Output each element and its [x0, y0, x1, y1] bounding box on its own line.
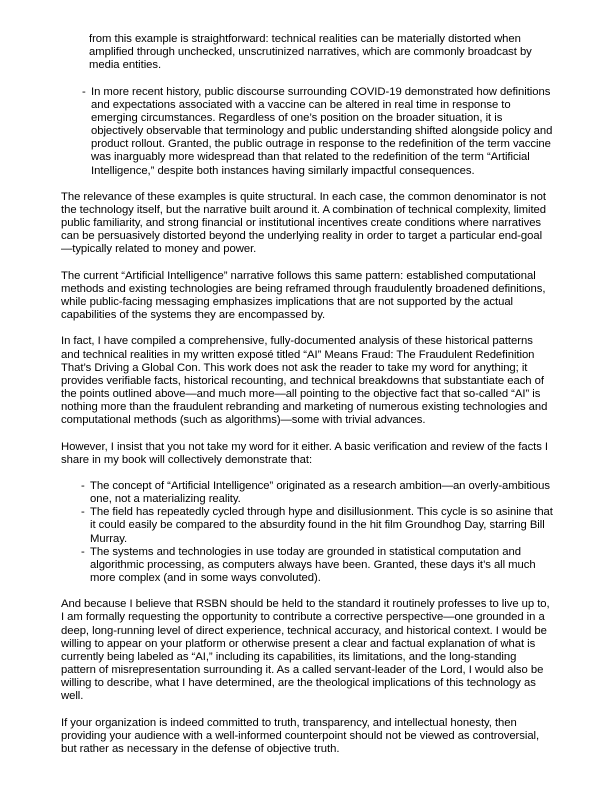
list-item-text: In more recent history, public discourse surrounding COVID-19 demonstrated how definitions and expectations associated with a vaccine can be altered in real time in response to emerging circumstances. Regardless of one’s position on the broader situation, it is objectively observable that terminology and public understanding shifted alongside policy and product rollout. Granted, the public outrage in response to the redefinition of the term vaccine was inarguably more widespread than that related to the redefinition of the term “Artificial Intelligence,” despite both instances having similarly impactful consequences. [91, 85, 553, 177]
bullet-marker: - [81, 545, 85, 558]
spacer [61, 72, 553, 85]
spacer [61, 704, 553, 717]
paragraph-closing: If your organization is indeed committed to truth, transparency, and intellectual honesty, then providing your audience with a well-informed counterpoint should not be viewed as controversial, but rather as necessary in the defense of objective truth. [61, 716, 540, 755]
spacer [61, 467, 553, 480]
spacer [61, 257, 553, 270]
bullet-marker: - [81, 506, 85, 519]
paragraph-verification: However, I insist that you not take my word for it either. A basic verification and review of the facts I share in my book will collectively demonstrate that: [61, 440, 549, 466]
bullet-marker: - [81, 479, 85, 492]
spacer [61, 585, 553, 598]
paragraph-current-narrative: The current “Artificial Intelligence” narrative follows this same pattern: established computational methods and existing technologies are being reframed through fraudulently broadened definitions, while public-facing messaging emphasizes implications that are not supported by the actual capabilities of the systems they are encompassed by. [61, 269, 546, 322]
spacer [61, 178, 553, 191]
facts-list [81, 480, 553, 585]
bullet-marker: - [82, 85, 86, 98]
list-item-text: The field has repeatedly cycled through hype and disillusionment. This cycle is so asinine that it could easily be compared to the absurdity found in the hit film Groundhog Day, starring Bill Murray. [90, 506, 553, 545]
list-item [81, 506, 553, 545]
paragraph-request: And because I believe that RSBN should be held to the standard it routinely professes to live up to, I am formally requesting the opportunity to contribute a corrective perspective—one grounded in a deep, long-running level of direct experience, technical accuracy, and historical context. I would be willing to appear on your platform or otherwise present a clear and factual explanation of what is currently being labeled as “AI,” including its capabilities, its limitations, and the long-standing pattern of misrepresentation surrounding it. As a called servant-leader of the Lord, I would also be willing to describe, what I have determined, are the theological implications of this technology as well. [61, 598, 550, 703]
paragraph-analysis: In fact, I have compiled a comprehensive, fully-documented analysis of these historical patterns and technical realities in my written exposé titled “AI” Means Fraud: The Fraudulent Redefinition That’s Driving a Global Con. This work does not ask the reader to take my word for anything; it provides verifiable facts, historical recounting, and technical breakdowns that substantiate each of the points outlined above—and much more—all pointing to the objective fact that so-called “AI” is nothing more than the fraudulent rebranding and marketing of numerous existing technologies and computational methods (such as algorithms)—some with trivial advances. [61, 335, 548, 427]
list-item-covid [82, 86, 553, 178]
spacer [61, 427, 553, 440]
list-item [81, 480, 553, 506]
spacer [61, 322, 553, 335]
continuation-paragraph: from this example is straightforward: technical realities can be materially distorted when amplified through unchecked, unscrutinized narratives, which are commonly broadcast by media entities. [89, 33, 532, 72]
document-page [61, 33, 553, 756]
list-item-text: The concept of “Artificial Intelligence” originated as a research ambition—an overly-ambitious one, not a materializing reality. [90, 479, 550, 506]
list-item-text: The systems and technologies in use today are grounded in statistical computation and algorithmic processing, as computers always have been. Granted, these days it’s all much more complex (and in some ways convoluted). [90, 545, 536, 585]
paragraph-relevance: The relevance of these examples is quite structural. In each case, the common denominator is not the technology itself, but the narrative built around it. A combination of technical complexity, limited public familiarity, and strong financial or institutional incentives create conditions where narratives can be persuasively distorted beyond the underlying reality in order to target a particular end-goal—typically related to money and power. [61, 190, 547, 256]
list-item [81, 546, 553, 585]
